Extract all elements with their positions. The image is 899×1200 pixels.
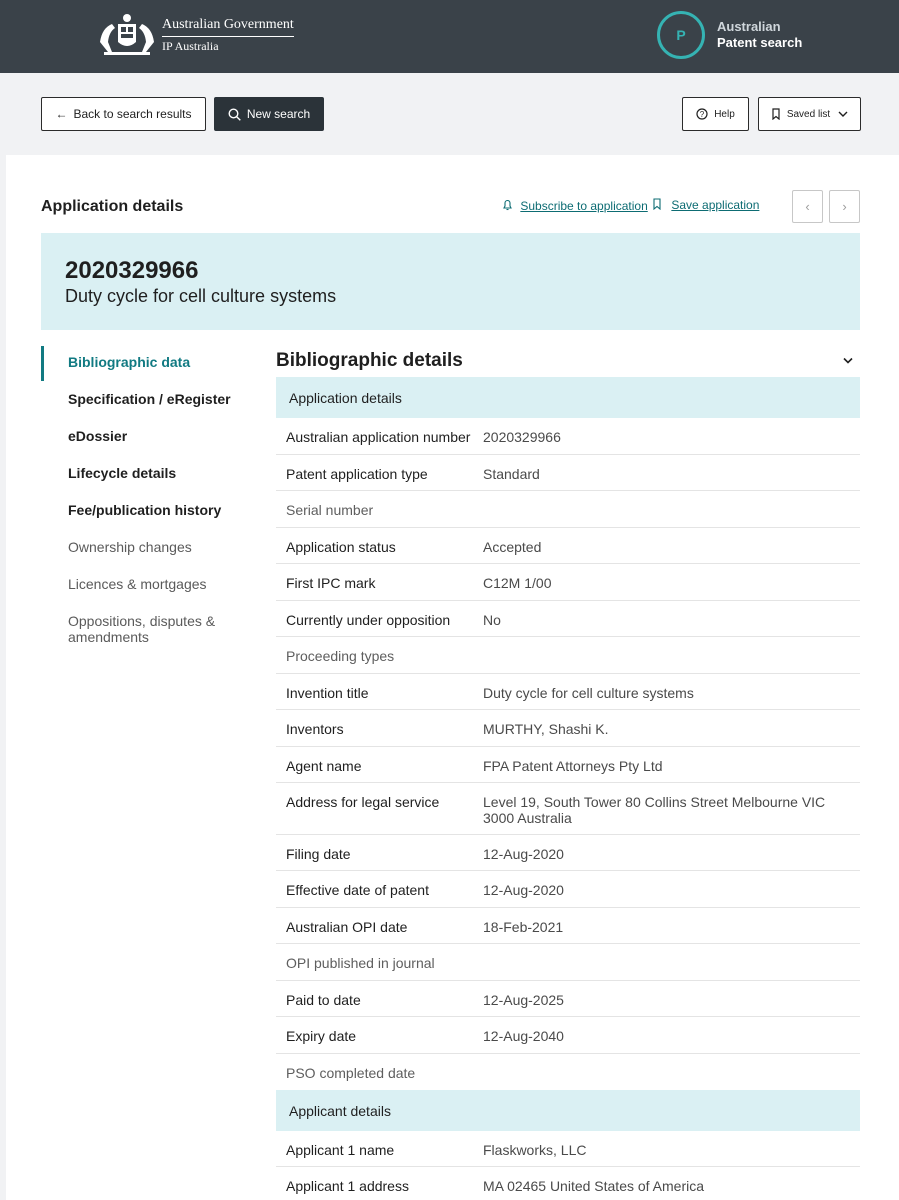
table-row: [276, 944, 860, 981]
table-row: [276, 871, 860, 908]
table-row: [276, 528, 860, 564]
row-value: FPA Patent Attorneys Pty Ltd: [483, 758, 663, 774]
nav-licences-mortgages[interactable]: Licences & mortgages: [68, 576, 207, 592]
row-value: MA 02465 United States of America: [483, 1178, 705, 1194]
row-label: Applicant 1 address: [286, 1178, 409, 1194]
subscribe-link[interactable]: [502, 199, 648, 213]
brand-badge: P: [657, 11, 705, 59]
row-label: Currently under opposition: [286, 612, 451, 628]
chevron-down-icon[interactable]: [842, 357, 854, 365]
help-icon: [696, 108, 708, 120]
arrow-left-icon: ←: [55, 107, 68, 121]
nav-oppositions-disputes-amendments[interactable]: Oppositions, disputes & amendments: [68, 613, 216, 645]
row-label: Effective date of patent: [286, 882, 429, 898]
table-row: [276, 783, 860, 835]
chevron-down-icon: [838, 111, 848, 118]
table-row: [276, 455, 860, 491]
table-row: [276, 710, 860, 747]
bookmark-icon: [652, 198, 662, 210]
row-value: MURTHY, Shashi K.: [483, 721, 609, 737]
row-value: 2020329966: [483, 429, 561, 445]
brand-line-2: Patent search: [717, 35, 803, 50]
table-row: [276, 835, 860, 871]
table-row: [276, 1017, 860, 1054]
row-value: 12-Aug-2020: [483, 882, 564, 898]
help-button[interactable]: [682, 97, 749, 131]
back-to-results-button[interactable]: [41, 97, 206, 131]
next-application-button[interactable]: [829, 190, 860, 223]
table-row: [276, 1054, 860, 1090]
row-label: Address for legal service: [286, 794, 440, 810]
bell-icon: [502, 199, 513, 211]
row-value: Level 19, South Tower 80 Collins Street Melbourne VIC 3000 Australia: [483, 794, 826, 826]
agency-name: IP Australia: [162, 38, 219, 53]
application-number: 2020329966: [65, 257, 199, 284]
row-label: Applicant 1 name: [286, 1142, 395, 1158]
row-label: Invention title: [286, 685, 369, 701]
row-value: 18-Feb-2021: [483, 919, 564, 935]
product-brand[interactable]: [657, 11, 802, 59]
row-label: Filing date: [286, 846, 351, 862]
table-row: [276, 1167, 860, 1200]
row-label: Australian application number: [286, 429, 471, 445]
help-label: Help: [714, 108, 735, 120]
row-label: PSO completed date: [286, 1065, 416, 1081]
row-value: Standard: [483, 466, 540, 482]
nav-specification-eregister[interactable]: Specification / eRegister: [68, 391, 231, 407]
row-value: Accepted: [483, 539, 542, 555]
table-row: [276, 908, 860, 944]
new-search-button[interactable]: [214, 97, 324, 131]
row-value: Duty cycle for cell culture systems: [483, 685, 694, 701]
row-value: Flaskworks, LLC: [483, 1142, 587, 1158]
table-row: [276, 981, 860, 1017]
nav-bibliographic-data[interactable]: Bibliographic data: [41, 346, 241, 381]
chevron-right-icon: ›: [842, 199, 847, 214]
table-row: [276, 564, 860, 601]
top-header: [0, 0, 899, 73]
table-row: [276, 1131, 860, 1167]
save-application-link[interactable]: [652, 198, 759, 212]
row-label: Paid to date: [286, 992, 361, 1008]
svg-text:?: ?: [699, 110, 705, 119]
bibliographic-details-table: [276, 377, 860, 1200]
row-label: Agent name: [286, 758, 362, 774]
previous-application-button[interactable]: [792, 190, 823, 223]
row-label: Application status: [286, 539, 396, 555]
chevron-left-icon: ‹: [805, 199, 810, 214]
saved-list-label: Saved list: [786, 108, 831, 120]
new-search-label: New search: [246, 107, 311, 121]
row-label: OPI published in journal: [286, 955, 435, 971]
row-label: Inventors: [286, 721, 344, 737]
row-label: First IPC mark: [286, 575, 376, 591]
table-row: [276, 637, 860, 674]
row-value: C12M 1/00: [483, 575, 552, 591]
nav-edossier[interactable]: eDossier: [68, 428, 128, 444]
page-title: Application details: [41, 198, 184, 215]
row-label: Australian OPI date: [286, 919, 408, 935]
table-row: [276, 601, 860, 637]
group-header-application-details[interactable]: Application details: [276, 377, 860, 418]
brand-line-1: Australian: [717, 19, 781, 34]
row-label: Proceeding types: [286, 648, 395, 664]
nav-lifecycle-details[interactable]: Lifecycle details: [68, 465, 177, 481]
nav-ownership-changes[interactable]: Ownership changes: [68, 539, 192, 555]
row-value: 12-Aug-2025: [483, 992, 564, 1008]
application-summary: [41, 233, 860, 330]
row-label: Expiry date: [286, 1028, 357, 1044]
save-application-label: Save application: [671, 198, 760, 212]
row-value: 12-Aug-2020: [483, 846, 564, 862]
row-value: 12-Aug-2040: [483, 1028, 564, 1044]
back-to-results-label: Back to search results: [73, 107, 192, 121]
table-row: [276, 418, 860, 455]
side-navigation: [41, 346, 241, 645]
crest-icon: [96, 12, 158, 58]
row-label: Serial number: [286, 502, 374, 518]
gov-logo[interactable]: [96, 12, 294, 58]
row-label: Patent application type: [286, 466, 428, 482]
table-row: [276, 491, 860, 528]
nav-fee-publication-history[interactable]: Fee/publication history: [68, 502, 222, 518]
group-header-applicant-details[interactable]: Applicant details: [276, 1090, 860, 1131]
table-row: [276, 674, 860, 710]
row-value: No: [483, 612, 501, 628]
subscribe-label: Subscribe to application: [520, 199, 648, 213]
bookmark-icon: [771, 108, 781, 120]
application-title: Duty cycle for cell culture systems: [65, 286, 337, 306]
saved-list-dropdown[interactable]: [758, 97, 861, 131]
gov-name: Australian Government: [162, 17, 294, 37]
table-row: [276, 747, 860, 783]
search-icon: [228, 108, 241, 121]
section-title: Bibliographic details: [276, 350, 463, 371]
